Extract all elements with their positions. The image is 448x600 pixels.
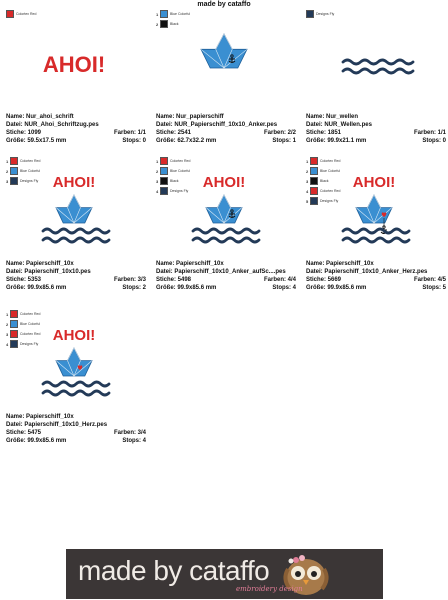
thread-number: 1	[156, 158, 159, 164]
thread-color-swatch	[310, 157, 318, 165]
design-name: Name: Nur_papierschiff	[156, 114, 224, 120]
paper-boat-icon	[356, 195, 392, 223]
thread-number: 2	[6, 321, 9, 327]
info-row	[156, 284, 296, 292]
thread-number: 4	[6, 341, 9, 347]
waves-icon	[43, 382, 109, 395]
ahoi-lettering: AHOI!	[352, 174, 396, 191]
design-info	[6, 413, 146, 445]
thread-color-swatch	[306, 10, 314, 18]
ahoi-lettering: AHOI!	[52, 174, 96, 191]
thread-color-swatch	[10, 320, 18, 328]
stop-count: Stops: 0	[122, 138, 146, 144]
stitch-count: Stiche: 5475	[6, 430, 42, 436]
thread-legend-item	[6, 167, 40, 175]
info-row	[156, 137, 296, 145]
design-info	[6, 113, 146, 145]
thread-color-swatch	[10, 157, 18, 165]
thread-number: 3	[306, 178, 309, 184]
thread-legend-item	[306, 197, 340, 205]
color-count: Farben: 4/5	[413, 277, 446, 283]
info-row	[306, 129, 446, 137]
paper-boat-icon	[56, 348, 92, 376]
thread-legend-item	[156, 10, 190, 18]
design-size: Größe: 59.5x17.5 mm	[6, 138, 67, 144]
thread-number: 1	[306, 158, 309, 164]
thread-color-swatch	[160, 10, 168, 18]
info-row	[156, 276, 296, 284]
thread-number: 3	[156, 178, 159, 184]
thread-color-swatch	[10, 167, 18, 175]
embroidery-preview	[300, 10, 448, 110]
thread-label: Colortex Red	[16, 12, 37, 16]
thread-label: Colortex Red	[170, 159, 191, 163]
thread-legend-item	[306, 157, 340, 165]
embroidery-preview	[0, 10, 148, 110]
thread-legend-item	[6, 157, 40, 165]
thread-number: 1	[156, 11, 159, 17]
design-info	[306, 260, 446, 292]
thread-number: 5	[306, 198, 309, 204]
thread-number: 2	[6, 168, 9, 174]
stop-count: Stops: 0	[422, 138, 446, 144]
thread-label: Colortex Red	[20, 159, 41, 163]
design-info	[156, 113, 296, 145]
info-row	[6, 129, 146, 137]
thread-color-swatch	[310, 197, 318, 205]
thread-label: Black	[170, 179, 179, 183]
thread-legend	[6, 157, 40, 187]
color-count: Farben: 1/1	[413, 130, 446, 136]
design-file: Datei: NUR_Ahoi_Schriftzug.pes	[6, 122, 99, 128]
design-size: Größe: 99.9x85.6 mm	[6, 285, 67, 291]
thread-legend-item	[6, 177, 40, 185]
design-name: Name: Papierschiff_10x	[156, 261, 224, 267]
thread-label: Black	[320, 179, 329, 183]
thread-color-swatch	[10, 310, 18, 318]
info-row	[6, 429, 146, 437]
thread-legend	[306, 157, 340, 207]
design-file: Datei: Papierschiff_10x10_Anker_Herz.pes	[306, 269, 428, 275]
thread-legend-item	[6, 340, 40, 348]
thread-label: Designs Fly	[316, 12, 335, 16]
thread-label: Designs Fly	[170, 189, 189, 193]
thread-color-swatch	[160, 20, 168, 28]
thread-color-swatch	[10, 330, 18, 338]
thread-number: 4	[156, 188, 159, 194]
paper-boat-icon	[206, 195, 242, 223]
info-row	[306, 276, 446, 284]
thread-legend	[6, 10, 36, 20]
design-file: Datei: Papierschiff_10x10.pes	[6, 269, 91, 275]
thread-color-swatch	[6, 10, 14, 18]
thread-number: 2	[306, 168, 309, 174]
stitch-count: Stiche: 1851	[306, 130, 342, 136]
stitch-count: Stiche: 5498	[156, 277, 192, 283]
info-row	[6, 276, 146, 284]
thread-legend-item	[156, 157, 190, 165]
thread-legend-item	[6, 310, 40, 318]
thread-legend-item	[306, 177, 340, 185]
paper-boat-icon	[201, 34, 247, 68]
paper-boat-icon	[56, 195, 92, 223]
thread-legend-item	[6, 330, 40, 338]
color-count: Farben: 3/4	[113, 430, 146, 436]
thread-label: Colortex Red	[320, 189, 341, 193]
stitch-count: Stiche: 5669	[306, 277, 342, 283]
ahoi-lettering: AHOI!	[202, 174, 246, 191]
thread-legend-item	[156, 187, 190, 195]
thread-number: 1	[6, 158, 9, 164]
color-count: Farben: 4/4	[263, 277, 296, 283]
thread-label: Blue Colorful	[20, 322, 41, 326]
thread-label: Colortex Red	[20, 332, 41, 336]
stitch-count: Stiche: 1099	[6, 130, 42, 136]
stitch-count: Stiche: 2541	[156, 130, 192, 136]
stop-count: Stops: 5	[422, 285, 446, 291]
design-file: Datei: Papierschiff_10x10_Anker_aufSc....pes	[156, 269, 286, 275]
thread-label: Blue Colorful	[20, 169, 41, 173]
color-count: Farben: 3/3	[113, 277, 146, 283]
design-name: Name: Papierschiff_10x	[6, 261, 74, 267]
ahoi-lettering: AHOI!	[42, 52, 106, 77]
thread-legend	[156, 157, 190, 197]
info-row	[306, 284, 446, 292]
thread-label: Designs Fly	[320, 199, 339, 203]
design-size: Größe: 99.9x85.6 mm	[156, 285, 217, 291]
info-row	[6, 284, 146, 292]
thread-legend-item	[156, 20, 190, 28]
design-name: Name: Nur_ahoi_schrift	[6, 114, 74, 120]
ahoi-lettering: AHOI!	[52, 327, 96, 344]
stop-count: Stops: 1	[272, 138, 296, 144]
thread-label: Blue Colorful	[320, 169, 341, 173]
thread-label: Blue Colorful	[170, 169, 191, 173]
brand-logo-banner	[66, 549, 383, 599]
thread-color-swatch	[160, 167, 168, 175]
design-name: Name: Papierschiff_10x	[306, 261, 374, 267]
thread-legend	[306, 10, 334, 20]
thread-legend-item	[156, 167, 190, 175]
thread-legend	[6, 310, 40, 350]
thread-legend-item	[156, 177, 190, 185]
thread-color-swatch	[160, 157, 168, 165]
design-info	[306, 113, 446, 145]
thread-color-swatch	[160, 177, 168, 185]
color-count: Farben: 1/1	[113, 130, 146, 136]
thread-label: Black	[170, 22, 179, 26]
stop-count: Stops: 4	[272, 285, 296, 291]
thread-number: 2	[156, 21, 159, 27]
thread-number: 3	[6, 331, 9, 337]
design-size: Größe: 99.9x21.1 mm	[306, 138, 367, 144]
thread-color-swatch	[10, 177, 18, 185]
thread-color-swatch	[160, 187, 168, 195]
design-file: Datei: Papierschiff_10x10_Herz.pes	[6, 422, 108, 428]
thread-legend-item	[306, 187, 340, 195]
waves-icon	[193, 229, 259, 242]
thread-legend-item	[306, 10, 334, 18]
thread-number: 2	[156, 168, 159, 174]
design-size: Größe: 99.9x85.6 mm	[6, 438, 67, 444]
thread-number: 3	[6, 178, 9, 184]
thread-number: 1	[6, 311, 9, 317]
design-name: Name: Nur_wellen	[306, 114, 359, 120]
design-file: Datei: NUR_Wellen.pes	[306, 122, 372, 128]
logo-subtitle: embroidery design	[236, 585, 303, 593]
waves-icon	[343, 229, 409, 242]
design-info	[6, 260, 146, 292]
thread-legend-item	[306, 167, 340, 175]
info-row	[306, 137, 446, 145]
thread-label: Designs Fly	[20, 179, 39, 183]
waves-icon	[343, 60, 413, 73]
thread-number: 4	[306, 188, 309, 194]
info-row	[156, 129, 296, 137]
thread-label: Designs Fly	[20, 342, 39, 346]
thread-label: Colortex Red	[320, 159, 341, 163]
info-row	[6, 137, 146, 145]
stop-count: Stops: 2	[122, 285, 146, 291]
design-size: Größe: 99.9x85.6 mm	[306, 285, 367, 291]
waves-icon	[43, 229, 109, 242]
design-name: Name: Papierschiff_10x	[6, 414, 74, 420]
thread-label: Colortex Red	[20, 312, 41, 316]
logo-text: made by cataffo	[78, 555, 270, 586]
stop-count: Stops: 4	[122, 438, 146, 444]
color-count: Farben: 2/2	[263, 130, 296, 136]
thread-color-swatch	[310, 177, 318, 185]
page-title: made by cataffo	[197, 1, 251, 8]
thread-legend-item	[6, 10, 36, 18]
thread-label: Blue Colorful	[170, 12, 191, 16]
stitch-count: Stiche: 5353	[6, 277, 42, 283]
thread-color-swatch	[310, 167, 318, 175]
thread-color-swatch	[10, 340, 18, 348]
thread-legend	[156, 10, 190, 30]
design-size: Größe: 62.7x32.2 mm	[156, 138, 217, 144]
thread-color-swatch	[310, 187, 318, 195]
info-row	[6, 437, 146, 445]
thread-legend-item	[6, 320, 40, 328]
design-info	[156, 260, 296, 292]
design-file: Datei: NUR_Papierschiff_10x10_Anker.pes	[156, 122, 278, 128]
